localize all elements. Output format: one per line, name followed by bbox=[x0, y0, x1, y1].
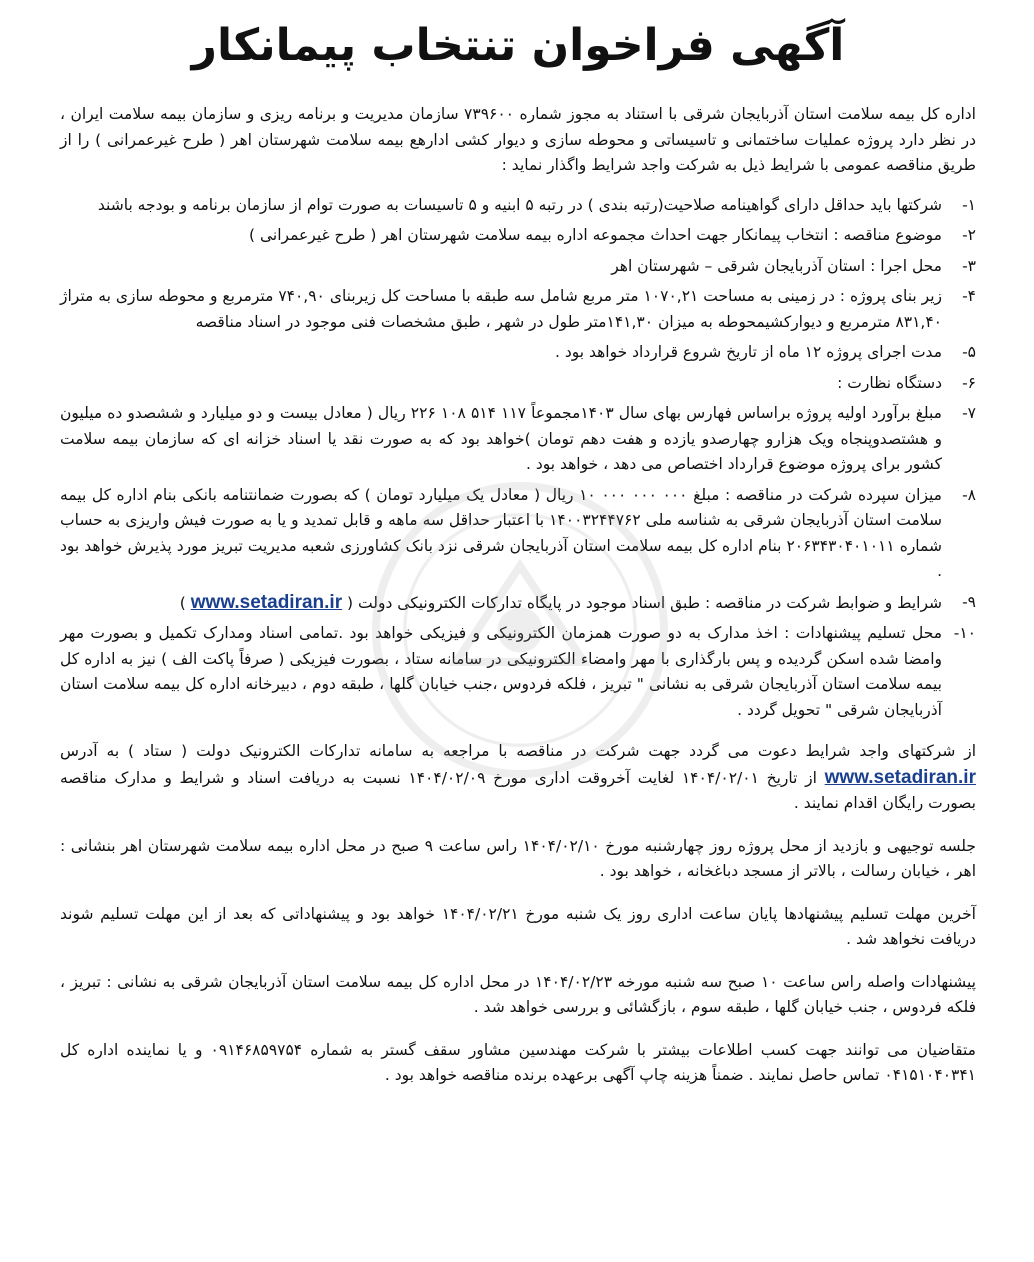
meeting-paragraph: جلسه توجیهی و بازدید از محل پروژه روز چهارشنبه مورخ ۱۴۰۴/۰۲/۱۰ راس ساعت ۹ صبح در محل اداره بیمه سلامت شهرستان اهر بنشانی : اهر ، خیابان رسالت ، بالاتر از مسجد دباغخانه ، خواهد بود . bbox=[60, 836, 977, 880]
item-number: ۴- bbox=[962, 287, 976, 305]
item-text: موضوع مناقصه : انتخاب پیمانکار جهت احداث مجموعه اداره بیمه سلامت شهرستان اهر ( طرح غیرعمرانی ) bbox=[249, 226, 942, 244]
deadline-paragraph: آخرین مهلت تسلیم پیشنهادها پایان ساعت اداری روز یک شنبه مورخ ۱۴۰۴/۰۲/۲۱ خواهد بود و پیشنهاداتی که بعد از این مهلت تسلیم شوند دریافت نخواهد شد . bbox=[60, 904, 976, 948]
item-number: ۹- bbox=[962, 592, 976, 611]
item-number: ۲- bbox=[962, 226, 976, 244]
invite-paragraph bbox=[60, 739, 976, 817]
list-item bbox=[60, 483, 976, 585]
opening-paragraph: پیشنهادات واصله راس ساعت ۱۰ صبح سه شنبه مورخه ۱۴۰۴/۰۲/۲۳ در محل اداره کل بیمه سلامت استان آذربایجان شرقی به نشانی : تبریز ، فلکه فردوس ، جنب خیابان گلها ، طبقه سوم ، بازگشائی و بررسی خواهد شد . bbox=[60, 972, 976, 1016]
list-item bbox=[60, 590, 976, 617]
conditions-list bbox=[60, 193, 976, 724]
item-number: ۷- bbox=[962, 404, 976, 422]
intro-paragraph: اداره کل بیمه سلامت استان آذربایجان شرقی با استناد به مجوز شماره ۷۳۹۶۰۰ سازمان مدیریت و برنامه ریزی و سازمان بیمه سلامت ایران ، در نظر دارد پروژه عملیات ساختمانی و تاسیساتی و محوطه سازی و دیوار کشی ادارهع بیمه سلامت شهرستان اهر ( طرح غیرعمرانی ) را از طریق مناقصه عمومی با شرایط ذیل به شرکت واجد شرایط واگذار نماید : bbox=[60, 105, 976, 174]
invite-text: از شرکتهای واجد شرایط دعوت می گردد جهت شرکت در مناقصه با مراجعه به سامانه تدارکات الکترونیک دولت ( ستاد ) به آدرس bbox=[60, 742, 976, 760]
item-number: ۶- bbox=[962, 373, 976, 392]
item-text: محل تسلیم پیشنهادات : اخذ مدارک به دو صورت همزمان الکترونیکی و فیزیکی خواهد بود .تمامی اسناد ومدارک تکمیل و بصورت مهر وامضا شده اسکن گردیده و پس بارگذاری با مهر وامضاء الکترونیکی در سامانه ستاد ، بصورت فیزیکی ( صرفاً پاکت الف ) نیز به اداره کل بیمه سلامت استان آذربایجان شرقی به نشانی " تبریز ، فلکه فردوس ،جنب خیابان گلها ، طبقه دوم ، دبیرخانه اداره کل بیمه سلامت استان آذربایجان شرقی " تحویل گردد . bbox=[60, 624, 942, 719]
setadiran-link[interactable]: www.setadiran.ir bbox=[824, 766, 976, 788]
list-item bbox=[60, 223, 976, 249]
contact-paragraph: متقاضیان می توانند جهت کسب اطلاعات بیشتر با شرکت مهندسین مشاور سقف گستر به شماره ۰۹۱۴۶۸۵۹۷۵۴ و یا نماینده اداره کل ۰۴۱۵۱۰۴۰۳۴۱ تماس حاصل نمایند . ضمناً هزینه چاپ آگهی برعهده برنده مناقصه خواهد بود . bbox=[60, 1040, 976, 1084]
item-text-after: ) bbox=[179, 593, 186, 612]
item-text: شرکتها باید حداقل دارای گواهینامه صلاحیت(رتبه بندی ) در رتبه ۵ ابنیه و ۵ تاسیسات به صورت توام از سازمان برنامه و بودجه باشند bbox=[97, 195, 942, 214]
item-number: ۳- bbox=[962, 256, 976, 275]
invite-text-after: از تاریخ ۱۴۰۴/۰۲/۰۱ لغایت آخروقت اداری مورخ ۱۴۰۴/۰۲/۰۹ نسبت به دریافت اسناد و شرایط و مدارک مناقصه بصورت رایگان اقدام نمایند . bbox=[60, 768, 976, 812]
item-number: ۵- bbox=[962, 343, 976, 361]
list-item bbox=[60, 193, 976, 219]
setadiran-link[interactable]: www.setadiran.ir bbox=[190, 591, 343, 613]
list-item bbox=[60, 284, 976, 335]
item-text: زیر بنای پروژه : در زمینی به مساحت ۱۰۷۰,۲۱ متر مربع شامل سه طبقه با مساحت کل زیربنای ۷۴۰,۹۰ مترمربع و محوطه سازی به متراژ ۸۳۱,۴۰ مترمربع و دیوارکشیمحوطه به میزان ۱۴۱,۳۰متر طول در شهر ، طبق مشخصات فنی موجود در اسناد مناقصه bbox=[60, 287, 942, 331]
list-item bbox=[60, 254, 976, 280]
item-number: ۸- bbox=[962, 485, 976, 504]
list-item bbox=[60, 621, 976, 723]
list-item bbox=[60, 371, 976, 397]
list-item bbox=[60, 401, 976, 478]
item-text: شرایط و ضوابط شرکت در مناقصه : طبق اسناد موجود در پایگاه تدارکات الکترونیکی دولت ( bbox=[347, 593, 942, 612]
list-item bbox=[60, 340, 976, 366]
item-text-container bbox=[60, 590, 942, 617]
item-text: محل اجرا : استان آذربایجان شرقی – شهرستان اهر bbox=[611, 256, 942, 275]
page-title: آگهی فراخوان تنتخاب پیمانکار bbox=[191, 20, 845, 71]
item-text: دستگاه نظارت : bbox=[837, 373, 942, 392]
item-number: ۱۰- bbox=[953, 624, 976, 642]
item-text: مدت اجرای پروژه ۱۲ ماه از تاریخ شروع قرارداد خواهد بود . bbox=[554, 343, 942, 361]
item-number: ۱- bbox=[962, 195, 976, 214]
item-text: مبلغ برآورد اولیه پروژه براساس فهارس بهای سال ۱۴۰۳مجموعاً ۱۱۷ ۵۱۴ ۱۰۸ ۲۲۶ ریال ( معادل بیست و دو میلیارد و ششصدو ده میلیون و هشتصدوپنجاه ویک هزارو چهارصدو یازده و هفت دهم تومان )خواهد بود که به صورت نقد یا اسناد خزانه ای که سازمان بیمه سلامت کشور برای پروژه موضوع قرارداد اختصاص می دهد ، خواهد بود . bbox=[60, 404, 942, 473]
item-text: میزان سپرده شرکت در مناقصه : مبلغ ۰۰۰ ۰۰۰ ۰۰۰ ۱۰ ریال ( معادل یک میلیارد تومان ) که بصورت ضمانتنامه بانکی بنام اداره کل بیمه سلامت استان آذربایجان شرقی به شناسه ملی ۱۴۰۰۳۲۴۴۷۶۲ با اعتبار حداقل سه ماهه و قابل تمدید و یا به صورت فیش واریزی به حساب شماره ۲۰۶۳۴۳۰۴۰۱۰۱۱ بنام اداره کل بیمه سلامت استان آذربایجان شرقی نزد بانک کشاورزی شعبه مدیریت تبریز مورد پذیرش خواهد بود . bbox=[60, 485, 942, 580]
